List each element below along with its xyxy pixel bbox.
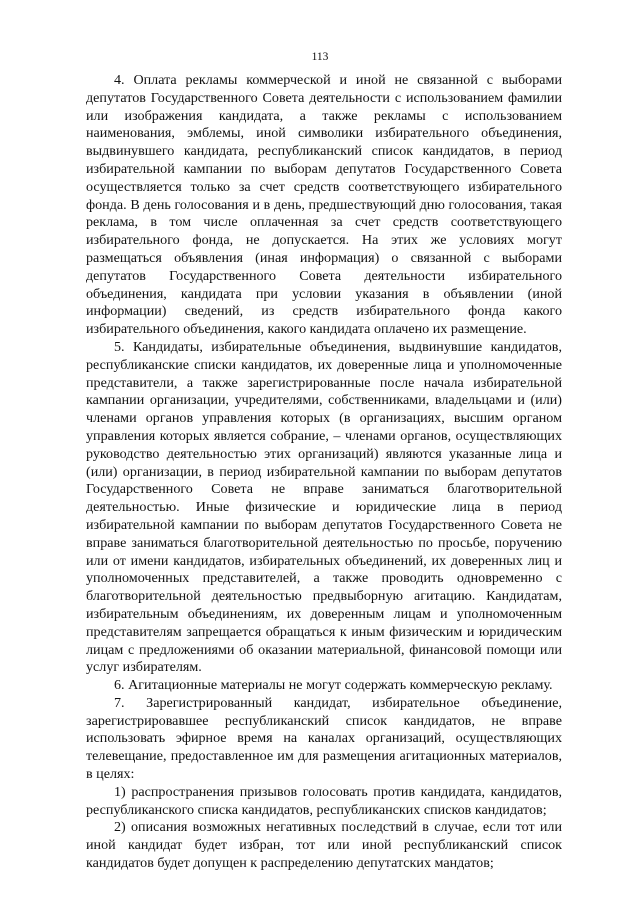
paragraph-4: 4. Оплата рекламы коммерческой и иной не связанной с выборами депутатов Государственного Совета деятельности с использованием фамилии или изображения кандидата, а также рекламы с использованием наименования, эмблемы, иной символики избирательного объединения, выдвинувшего кандидата, республиканский список кандидатов, в период избирательной кампании по выборам депутатов Государственного Совета осуществляется только за счет средств соответствующего избирательного фонда. В день голосования и в день, предшествующий дню голосования, такая реклама, в том числе оплаченная за счет средств соответствующего избирательного фонда, не допускается. На этих же условиях могут размещаться объявления (иная информация) о связанной с выборами депутатов Государственного Совета деятельности избирательного объединения, кандидата при условии указания в объявлении (иной информации) сведений, из средств избирательного фонда какого избирательного объединения, какого кандидата оплачено их размещение. [86, 72, 562, 338]
paragraph-6: 6. Агитационные материалы не могут содержать коммерческую рекламу. [114, 677, 553, 694]
paragraph-7: 7. Зарегистрированный кандидат, избирательное объединение, зарегистрировавшее республиканский список кандидатов, не вправе использовать эфирное время на каналах организаций, осуществляющих телевещание, предоставленное им для размещения агитационных материалов, в целях: [86, 694, 562, 783]
paragraph-5: 5. Кандидаты, избирательные объединения, выдвинувшие кандидатов, республиканские списки кандидатов, их доверенные лица и уполномоченные представители, а также зарегистрированные после начала избирательной кампании организации, учредителями, собственниками, владельцами и (или) членами органов управления которых (в организациях, высшим органом управления которых является собрание, – членами органов, осуществляющих руководство деятельностью этих организаций) являются указанные лица и (или) организации, в период избирательной кампании по выборам депутатов Государственного Совета не вправе заниматься благотворительной деятельностью. Иные физические и юридические лица в период избирательной кампании по выборам депутатов Государственного Совета не вправе заниматься благотворительной деятельностью по просьбе, поручению или от имени кандидатов, избирательных объединений, их доверенных лиц и уполномоченных представителей, а также проводить одновременно с благотворительной деятельностью предвыборную агитацию. Кандидатам, избирательным объединениям, их доверенным лицам и уполномоченным представителям запрещается обращаться к иным физическим и юридическим лицам с предложениями об оказании материальной, финансовой помощи или услуг избирателям. [86, 338, 562, 676]
document-body [86, 72, 562, 873]
page-number: 113 [311, 51, 329, 63]
list-item-2: 2) описания возможных негативных последствий в случае, если тот или иной кандидат будет избран, тот или иной республиканский список кандидатов будет допущен к распределению депутатских мандатов; [86, 819, 562, 872]
list-item-1: 1) распространения призывов голосовать против кандидата, кандидатов, республиканского списка кандидатов, республиканских списков кандидатов; [86, 783, 562, 818]
